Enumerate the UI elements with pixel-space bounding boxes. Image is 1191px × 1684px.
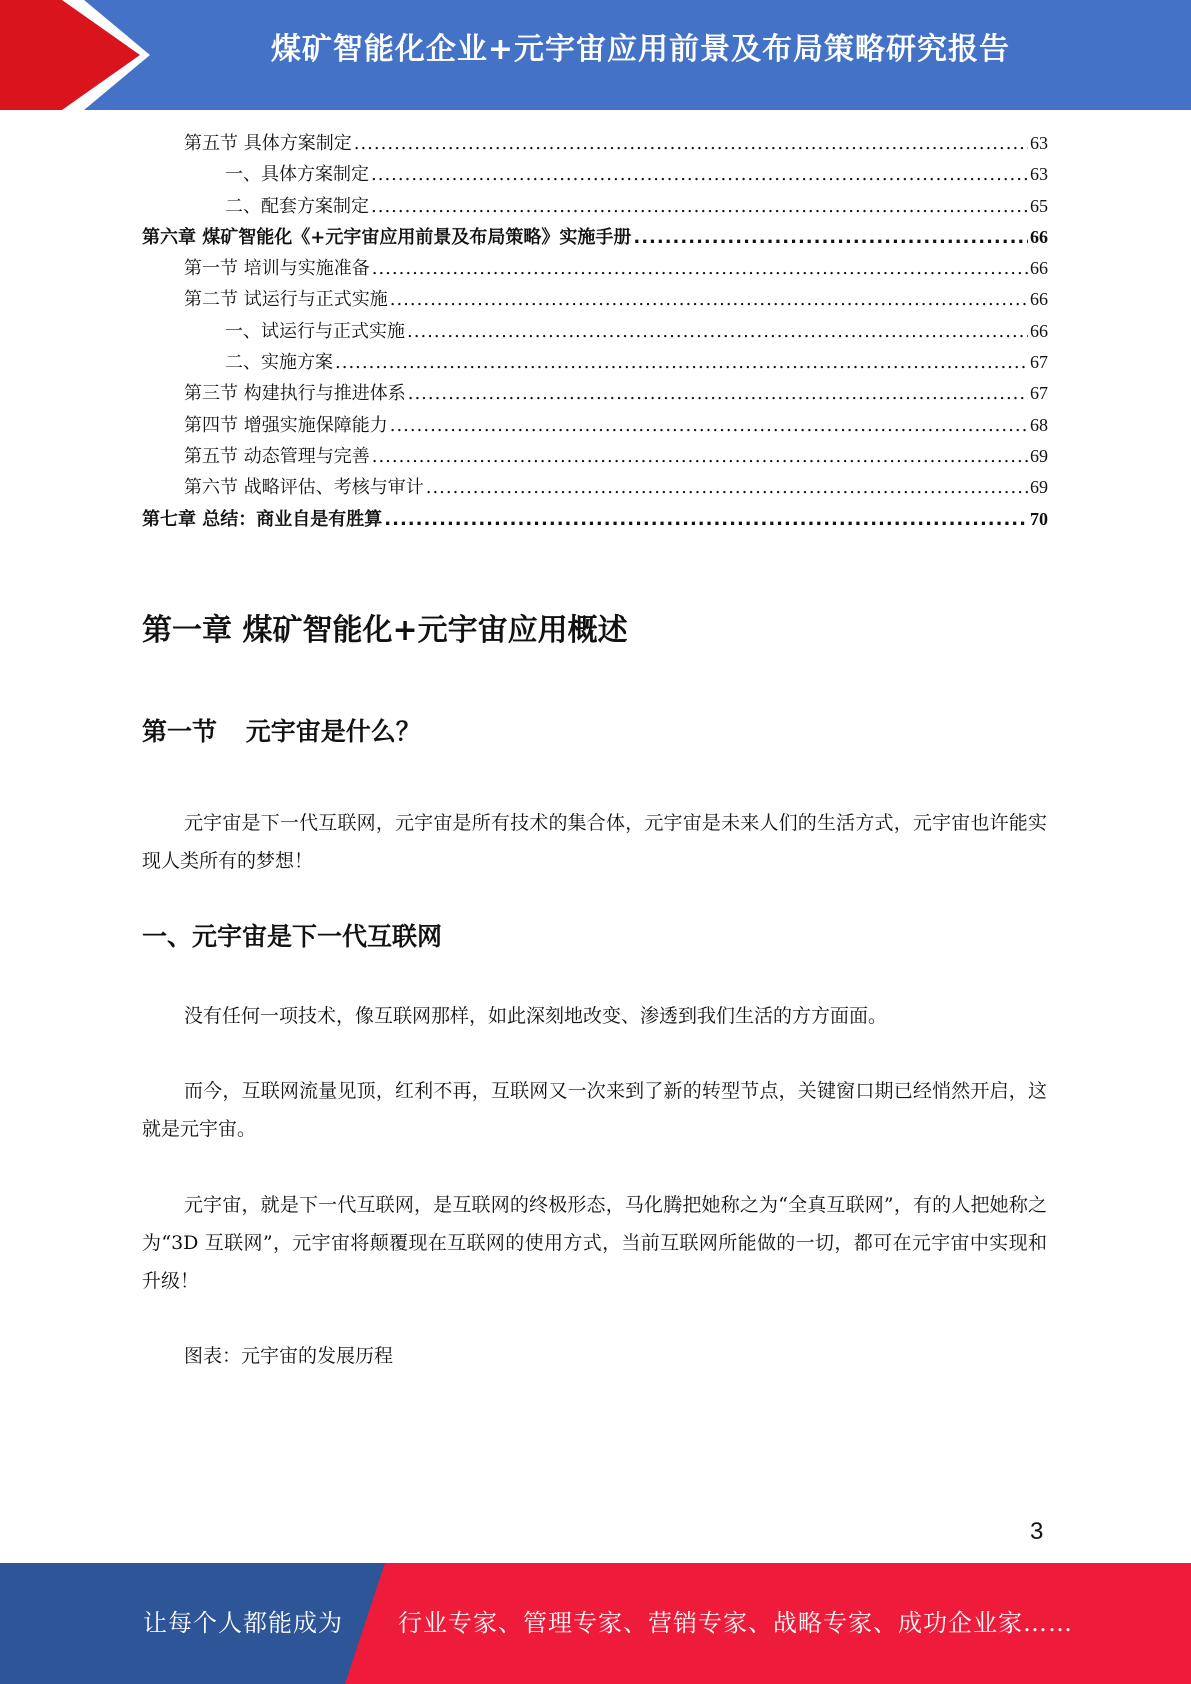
toc-entry[interactable] bbox=[142, 441, 1048, 472]
toc-entry-page: 67 bbox=[1030, 352, 1048, 373]
toc-entry-label: 一、试运行与正式实施 bbox=[225, 320, 405, 342]
toc-entry[interactable] bbox=[142, 128, 1048, 159]
toc-entry-label: 第六章 煤矿智能化《+元宇宙应用前景及布局策略》实施手册 bbox=[142, 226, 632, 248]
toc-entry-label: 第五节 具体方案制定 bbox=[184, 133, 352, 154]
toc-dot-leader bbox=[390, 284, 1028, 315]
section-title: 第一节 元宇宙是什么？ bbox=[142, 717, 421, 746]
toc-dot-leader bbox=[408, 378, 1028, 409]
chapter-title: 第一章 煤矿智能化+元宇宙应用概述 bbox=[142, 613, 628, 648]
toc-dot-leader bbox=[371, 159, 1028, 190]
report-footer bbox=[0, 1563, 1191, 1684]
toc-dot-leader bbox=[633, 222, 1028, 253]
footer-slogan-left: 让每个人都能成为 bbox=[143, 1609, 343, 1637]
toc-entry-label: 第六节 战略评估、考核与审计 bbox=[184, 477, 424, 499]
toc-entry[interactable] bbox=[142, 284, 1048, 315]
toc-entry-page: 66 bbox=[1030, 289, 1048, 310]
toc-entry-page: 63 bbox=[1030, 133, 1048, 153]
report-header bbox=[0, 0, 1191, 110]
toc-entry[interactable] bbox=[142, 191, 1048, 222]
toc-entry-page: 65 bbox=[1030, 195, 1048, 216]
toc-entry-page: 67 bbox=[1030, 383, 1048, 404]
page-number: 3 bbox=[1030, 1518, 1044, 1545]
toc-entry-label: 二、实施方案 bbox=[225, 352, 333, 374]
toc-dot-leader bbox=[390, 410, 1028, 441]
toc-entry-page: 66 bbox=[1030, 258, 1048, 279]
figure-caption: 图表：元宇宙的发展历程 bbox=[184, 1345, 394, 1367]
toc-entry[interactable] bbox=[142, 159, 1048, 190]
toc-dot-leader bbox=[372, 441, 1028, 472]
toc-entry[interactable] bbox=[142, 253, 1048, 284]
subsection-title: 一、元宇宙是下一代互联网 bbox=[142, 922, 443, 951]
table-of-contents bbox=[142, 128, 1048, 535]
toc-dot-leader bbox=[354, 128, 1028, 159]
toc-entry-label: 第三节 构建执行与推进体系 bbox=[184, 383, 406, 405]
toc-dot-leader bbox=[371, 191, 1028, 222]
toc-entry-page: 69 bbox=[1030, 477, 1048, 498]
toc-entry-label: 第一节 培训与实施准备 bbox=[184, 258, 370, 280]
toc-dot-leader bbox=[426, 472, 1028, 503]
toc-entry-label: 第四节 增强实施保障能力 bbox=[184, 414, 388, 436]
report-title: 煤矿智能化企业+元宇宙应用前景及布局策略研究报告 bbox=[270, 32, 1011, 67]
intro-paragraph: 元宇宙是下一代互联网，元宇宙是所有技术的集合体，元宇宙是未来人们的生活方式，元宇宙也许能实现人类所有的梦想！ bbox=[142, 812, 1047, 872]
toc-entry[interactable] bbox=[142, 410, 1048, 441]
toc-entry-label: 第七章 总结：商业自是有胜算 bbox=[142, 508, 383, 530]
toc-entry[interactable] bbox=[142, 504, 1048, 535]
body-paragraph: 元宇宙，就是下一代互联网，是互联网的终极形态，马化腾把她称之为“全真互联网”，有的人把她称之为“3D 互联网”，元宇宙将颠覆现在互联网的使用方式，当前互联网所能做的一切，都可在元宇宙中实现和升级！ bbox=[142, 1194, 1047, 1292]
toc-entry-page: 69 bbox=[1030, 445, 1048, 466]
toc-entry[interactable] bbox=[142, 316, 1048, 347]
footer-slogan-right: 行业专家、管理专家、营销专家、战略专家、成功企业家…… bbox=[398, 1609, 1073, 1637]
toc-entry[interactable] bbox=[142, 347, 1048, 378]
toc-entry-page: 66 bbox=[1030, 226, 1048, 247]
body-paragraph: 没有任何一项技术，像互联网那样，如此深刻地改变、渗透到我们生活的方方面面。 bbox=[184, 1005, 888, 1027]
toc-entry-label: 第五节 动态管理与完善 bbox=[184, 445, 370, 467]
toc-entry[interactable] bbox=[142, 472, 1048, 503]
body-paragraph: 而今，互联网流量见顶，红利不再，互联网又一次来到了新的转型节点，关键窗口期已经悄然开启，这就是元宇宙。 bbox=[142, 1080, 1047, 1140]
toc-entry-label: 第二节 试运行与正式实施 bbox=[184, 289, 388, 311]
toc-entry-label: 二、配套方案制定 bbox=[225, 195, 369, 217]
toc-dot-leader bbox=[372, 253, 1028, 284]
toc-entry-page: 68 bbox=[1030, 414, 1048, 435]
toc-dot-leader bbox=[335, 347, 1028, 378]
header-red-arrow bbox=[0, 0, 140, 110]
toc-entry-label: 一、具体方案制定 bbox=[225, 164, 369, 186]
toc-dot-leader bbox=[384, 504, 1028, 535]
toc-entry[interactable] bbox=[142, 222, 1048, 253]
toc-entry-page: 70 bbox=[1030, 508, 1048, 529]
toc-entry-page: 63 bbox=[1030, 164, 1048, 185]
toc-entry[interactable] bbox=[142, 378, 1048, 409]
toc-entry-page: 66 bbox=[1030, 320, 1048, 341]
toc-dot-leader bbox=[407, 316, 1028, 347]
